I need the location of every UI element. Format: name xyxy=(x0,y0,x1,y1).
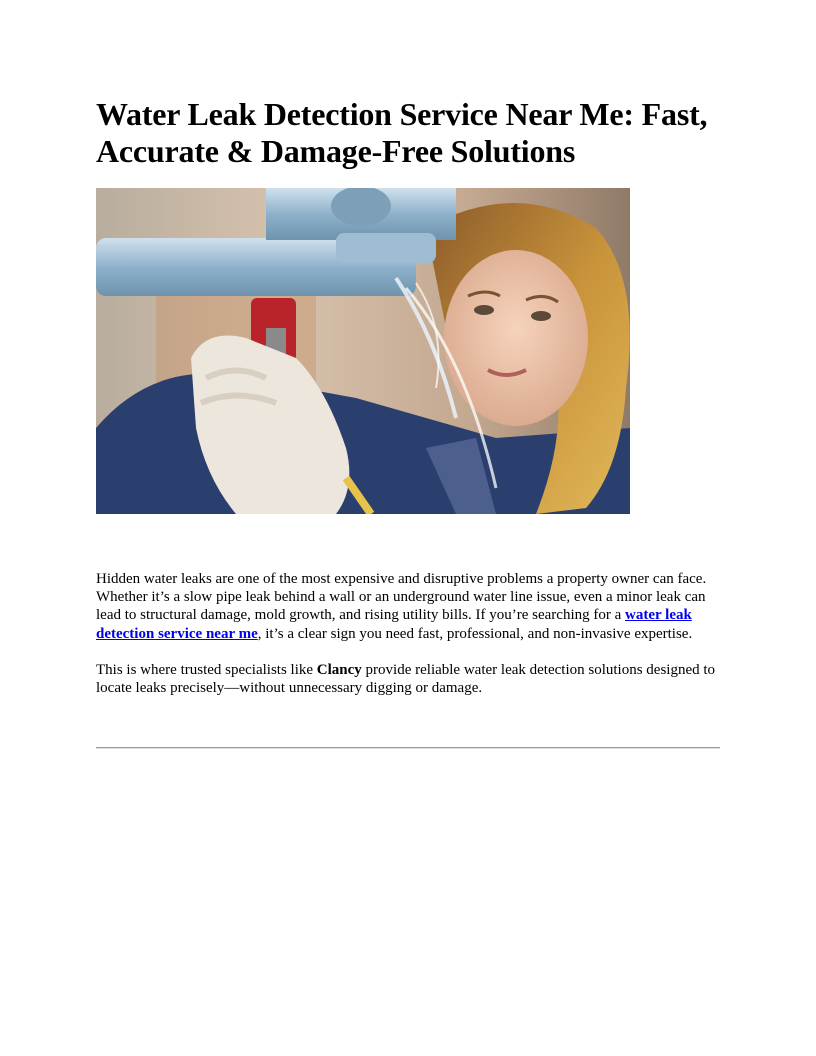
document-page xyxy=(96,96,720,697)
specialist-text-after: provide reliable water leak detection solutions designed to locate leaks precisely—without unnecessary digging or damage. xyxy=(96,661,716,697)
intro-text-before-link: Hidden water leaks are one of the most expensive and disruptive problems a property owner can face. Whether it’s a slow pipe leak behind a wall or an underground water line issue, even a minor leak can lead to structural damage, mold growth, and rising utility bills. If you’re searching for a xyxy=(96,571,707,624)
specialist-paragraph xyxy=(96,661,720,697)
intro-text-after-link: , it’s a clear sign you need fast, professional, and non-invasive expertise. xyxy=(257,625,693,642)
service-link[interactable]: water leak detection service near me xyxy=(96,607,692,642)
plumber-photo-icon xyxy=(96,188,630,514)
intro-paragraph xyxy=(96,570,720,643)
specialist-text-before: This is where trusted specialists like xyxy=(96,661,317,678)
company-name: Clancy xyxy=(316,661,362,678)
article-body xyxy=(96,570,720,715)
hero-image xyxy=(96,188,630,514)
horizontal-divider xyxy=(96,747,720,749)
page-title: Water Leak Detection Service Near Me: Fast, Accurate & Damage-Free Solutions xyxy=(96,96,708,169)
